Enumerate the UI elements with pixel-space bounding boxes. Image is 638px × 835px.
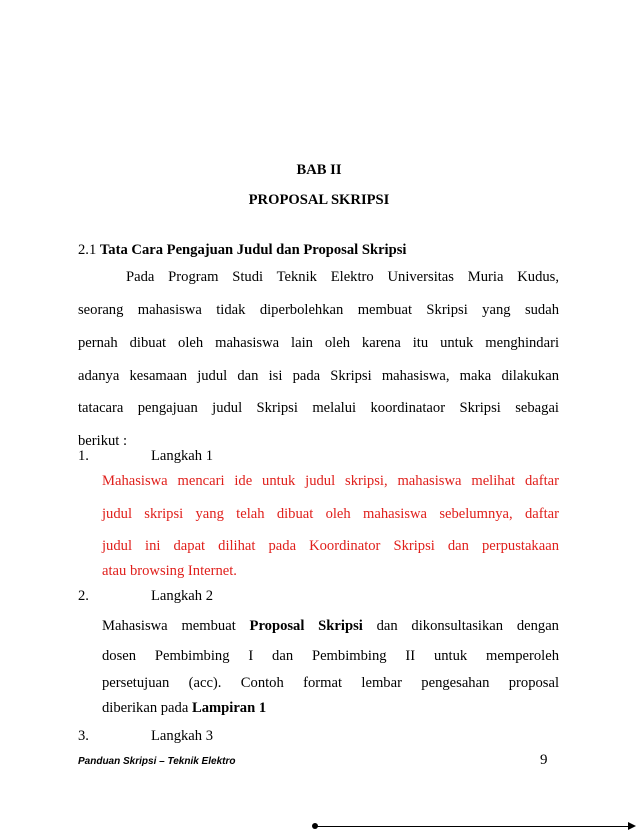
intro-line-4: adanya kesamaan judul dan isi pada Skripsi mahasiswa, maka dilakukan [78,368,559,384]
chapter-number: BAB II [296,162,342,178]
step-2-label: Langkah 2 [151,588,214,604]
step-1-line-3: judul ini dapat dilihat pada Koordinator Skripsi dan perpustakaan [102,538,559,554]
section-title: Tata Cara Pengajuan Judul dan Proposal Skripsi [99,242,407,258]
step-1-number: 1. [78,448,89,464]
section-number: 2.1 [78,242,97,258]
chapter-title: PROPOSAL SKRIPSI [248,192,390,208]
step-3-label: Langkah 3 [151,728,214,744]
step-2-number: 2. [78,588,89,604]
step-2-line-2: dosen Pembimbing I dan Pembimbing II untuk memperoleh [102,648,559,664]
step-2-line-1: Mahasiswa membuat Proposal Skripsi dan dikonsultasikan dengan [102,618,559,634]
section-heading [78,242,406,259]
intro-line-5: tatacara pengajuan judul Skripsi melalui koordinataor Skripsi sebagai [78,400,559,416]
step-1-line-1: Mahasiswa mencari ide untuk judul skripsi, mahasiswa melihat daftar [102,473,559,489]
footer-title: Panduan Skripsi – Teknik Elektro [78,756,236,767]
step-2-line-4: diberikan pada Lampiran 1 [102,700,267,716]
page-number: 9 [540,752,548,768]
arrow-right-icon[interactable] [628,822,636,830]
scroll-thumb[interactable] [312,823,318,829]
step-1-line-4: atau browsing Internet. [102,563,237,579]
intro-line-6: berikut : [78,433,128,449]
step-3-number: 3. [78,728,89,744]
step-1-line-2: judul skripsi yang telah dibuat oleh mahasiswa sebelumnya, daftar [102,506,559,522]
intro-line-2: seorang mahasiswa tidak diperbolehkan membuat Skripsi yang sudah [78,302,559,318]
intro-line-1: Pada Program Studi Teknik Elektro Universitas Muria Kudus, [126,269,559,285]
step-2-line-3: persetujuan (acc). Contoh format lembar pengesahan proposal [102,675,559,691]
scroll-track[interactable] [313,826,631,827]
step-1-label: Langkah 1 [151,448,214,464]
intro-line-3: pernah dibuat oleh mahasiswa lain oleh karena itu untuk menghindari [78,335,559,351]
